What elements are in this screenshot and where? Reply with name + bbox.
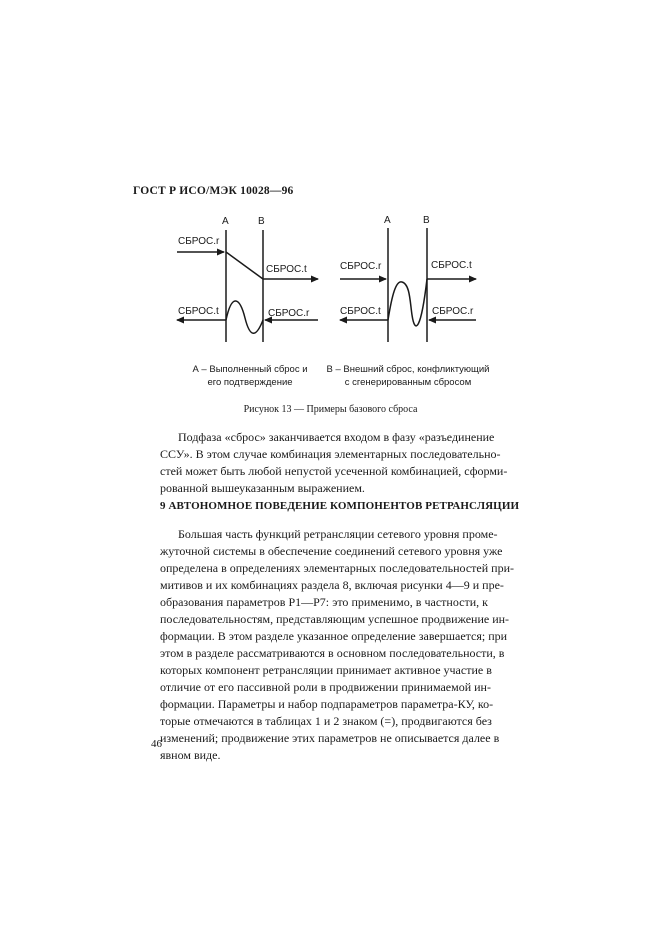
left-label-a: A — [222, 216, 229, 227]
left-wave — [226, 301, 263, 333]
left-label-in-bottom: СБРОС.r — [268, 308, 310, 319]
right-wave — [388, 279, 427, 326]
right-label-a: A — [384, 215, 391, 226]
left-label-out-bottom: СБРОС.t — [178, 306, 219, 317]
paragraph-1: Подфаза «сброс» заканчивается входом в фазу «разъединение ССУ». В этом случае комбинация элементарных последовательно- стей может быть любой непустой усеченной комбинацией, сформи- рованной вышеуказанным выражением. — [160, 430, 508, 495]
right-label-in-bottom: СБРОС.r — [432, 306, 474, 317]
right-label-out-top: СБРОС.t — [431, 260, 472, 271]
left-crossing-line — [226, 252, 263, 279]
left-label-b: B — [258, 216, 265, 227]
figure-title: Рисунок 13 — Примеры базового сброса — [243, 404, 418, 415]
paragraph-2: Большая часть функций ретрансляции сетевого уровня проме- жуточной системы в обеспечение соединений сетевого уровня уже определена в определениях элементарных последовательностей при- митивов и их комбинациях раздела 8, включая рисунки 4—9 и пре- образования параметров Р1—Р7: это применимо, в частности, к последовательностям, представляющим успешное продвижение ин- формации. В этом разделе указанное определение завершается; при этом в разделе рассматриваются в основном последовательности, в которых компонент ретрансляции принимает активное участие в отличие от его пассивной роли в продвижении принимаемой ин- формации. Параметры и набор подпараметров параметра-КУ, ко- торые отмечаются в таблицах 1 и 2 знаком (=), продвигаются без изменений; продвижение этих параметров не описывается далее в явном виде. — [160, 527, 514, 762]
right-label-b: B — [423, 215, 430, 226]
right-caption: В – Внешний сброс, конфликтующий с сгенерированным сбросом — [326, 364, 490, 388]
right-label-in-top: СБРОС.r — [340, 261, 382, 272]
left-label-in-top: СБРОС.r — [178, 236, 220, 247]
page-number: 46 — [151, 738, 162, 750]
section-heading: 9 АВТОНОМНОЕ ПОВЕДЕНИЕ КОМПОНЕНТОВ РЕТРАНСЛЯЦИИ — [160, 500, 520, 512]
document-header: ГОСТ Р ИСО/МЭК 10028—96 — [133, 185, 294, 197]
left-label-out-top: СБРОС.t — [266, 264, 307, 275]
right-label-out-bottom: СБРОС.t — [340, 306, 381, 317]
left-caption: А – Выполненный сброс и его подтверждение — [192, 364, 308, 388]
